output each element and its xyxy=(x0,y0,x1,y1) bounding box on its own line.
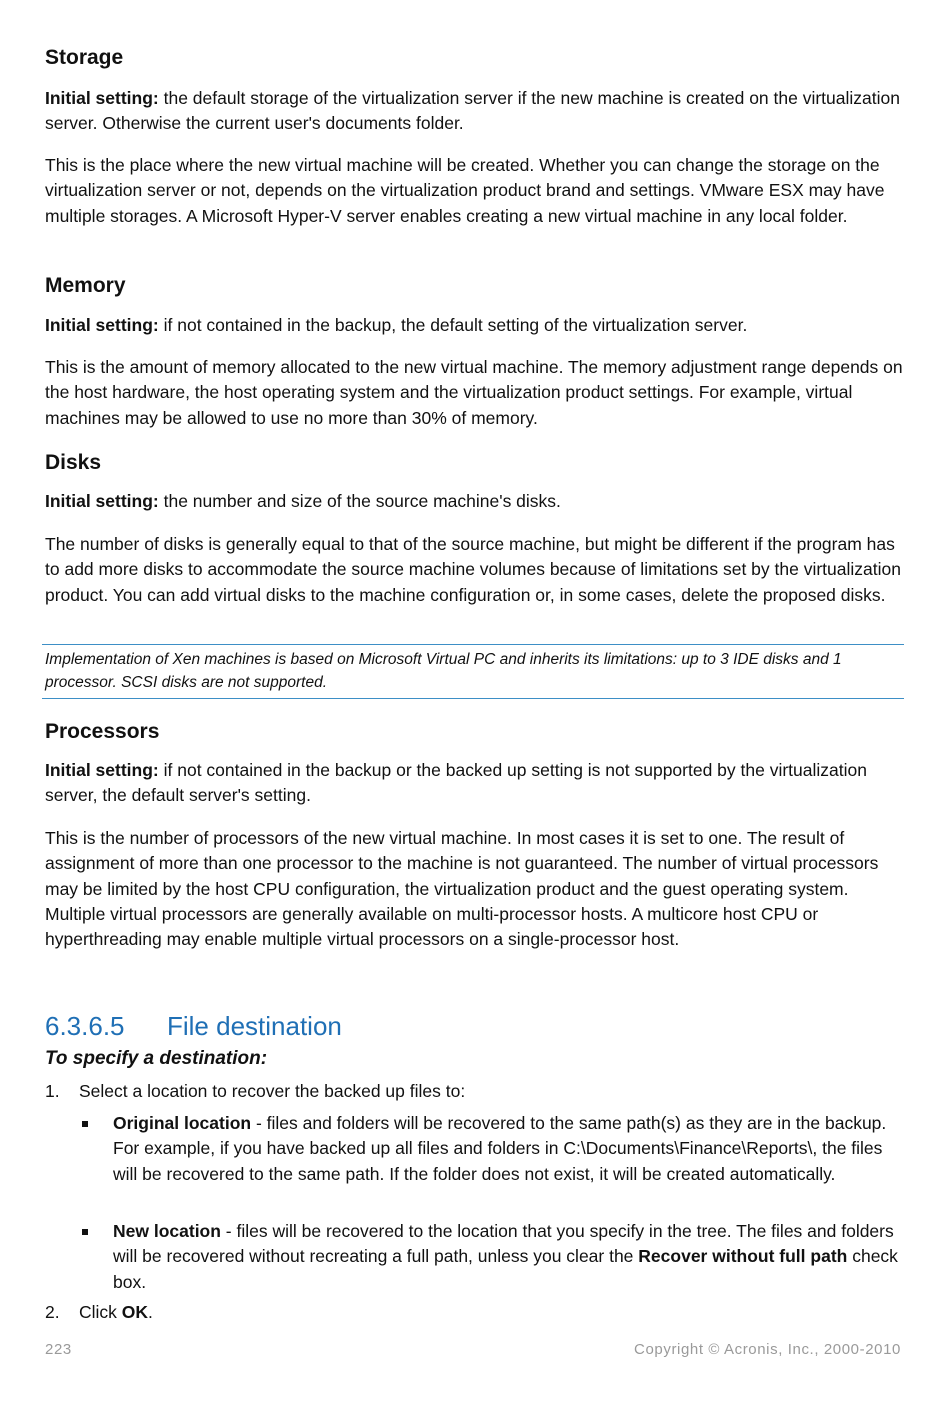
procedure-subheading: To specify a destination: xyxy=(45,1048,268,1069)
section-heading-file-destination xyxy=(45,1010,342,1042)
step-1 xyxy=(45,1079,905,1105)
page-number: 223 xyxy=(45,1341,72,1358)
copyright: Copyright © Acronis, Inc., 2000-2010 xyxy=(634,1341,901,1358)
memory-body: This is the amount of memory allocated to the new virtual machine. The memory adjustment range depends on the host hardware, the host operating system and the virtualization product settings. For example, virtual machines may be allowed to use no more than 30% of memory. xyxy=(45,357,903,428)
storage-heading: Storage xyxy=(45,46,124,69)
section-title: File destination xyxy=(167,1011,342,1041)
step-text: Click OK. xyxy=(79,1302,153,1322)
step-number: 1. xyxy=(45,1081,60,1101)
step-number: 2. xyxy=(45,1302,60,1322)
section-number: 6.3.6.5 xyxy=(45,1011,125,1041)
initial-setting-label: Initial setting: xyxy=(45,760,159,780)
processors-heading: Processors xyxy=(45,720,160,743)
bullet-original-location: Original location - files and folders will be recovered to the same path(s) as they are in the backup. For example, if you have backed up all files and folders in C:\Documents\Finance\Reports\, the files will be recovered to the same path. If the folder does not exist, it will be created automatically. xyxy=(79,1111,909,1187)
bullet-new-location: New location - files will be recovered to the location that you specify in the tree. The files and folders will be recovered without recreating a full path, unless you clear the Recover without full path check box. xyxy=(79,1219,909,1295)
step-2 xyxy=(45,1300,905,1326)
step-text: Select a location to recover the backed up files to: xyxy=(79,1081,466,1101)
initial-setting-label: Initial setting: xyxy=(45,491,159,511)
bullet-square-icon xyxy=(82,1121,88,1127)
bullet-label: New location xyxy=(113,1221,221,1241)
disks-initial-setting: Initial setting: the number and size of the source machine's disks. xyxy=(45,491,561,511)
memory-initial-setting: Initial setting: if not contained in the backup, the default setting of the virtualization server. xyxy=(45,315,748,335)
xen-note: Implementation of Xen machines is based on Microsoft Virtual PC and inherits its limitations: up to 3 IDE disks and 1 processor. SCSI disks are not supported. xyxy=(42,644,904,699)
bullet-square-icon xyxy=(82,1229,88,1235)
initial-setting-label: Initial setting: xyxy=(45,88,159,108)
disks-heading: Disks xyxy=(45,451,102,474)
memory-heading: Memory xyxy=(45,274,126,297)
bullet-label: Original location xyxy=(113,1113,252,1133)
processors-body: This is the number of processors of the new virtual machine. In most cases it is set to one. The result of assignment of more than one processor to the machine is not guaranteed. The number of virtual processors may be limited by the host CPU configuration, the virtualization product and the guest operating system. Multiple virtual processors are generally available on multi-processor hosts. A multicore host CPU or hyperthreading may enable multiple virtual processors on a single-processor host. xyxy=(45,828,879,950)
processors-initial-setting: Initial setting: if not contained in the backup or the backed up setting is not supported by the virtualization server, the default server's setting. xyxy=(45,760,867,806)
disks-body: The number of disks is generally equal to that of the source machine, but might be different if the program has to add more disks to accommodate the source machine volumes because of limitations set by the virtualization product. You can add virtual disks to the machine configuration or, in some cases, delete the proposed disks. xyxy=(45,534,901,605)
initial-setting-label: Initial setting: xyxy=(45,315,159,335)
storage-initial-setting: Initial setting: the default storage of the virtualization server if the new machine is created on the virtualization server. Otherwise the current user's documents folder. xyxy=(45,88,900,134)
storage-body: This is the place where the new virtual machine will be created. Whether you can change the storage on the virtualization server or not, depends on the virtualization product brand and settings. VMware ESX may have multiple storages. A Microsoft Hyper-V server enables creating a new virtual machine in any local folder. xyxy=(45,155,885,226)
